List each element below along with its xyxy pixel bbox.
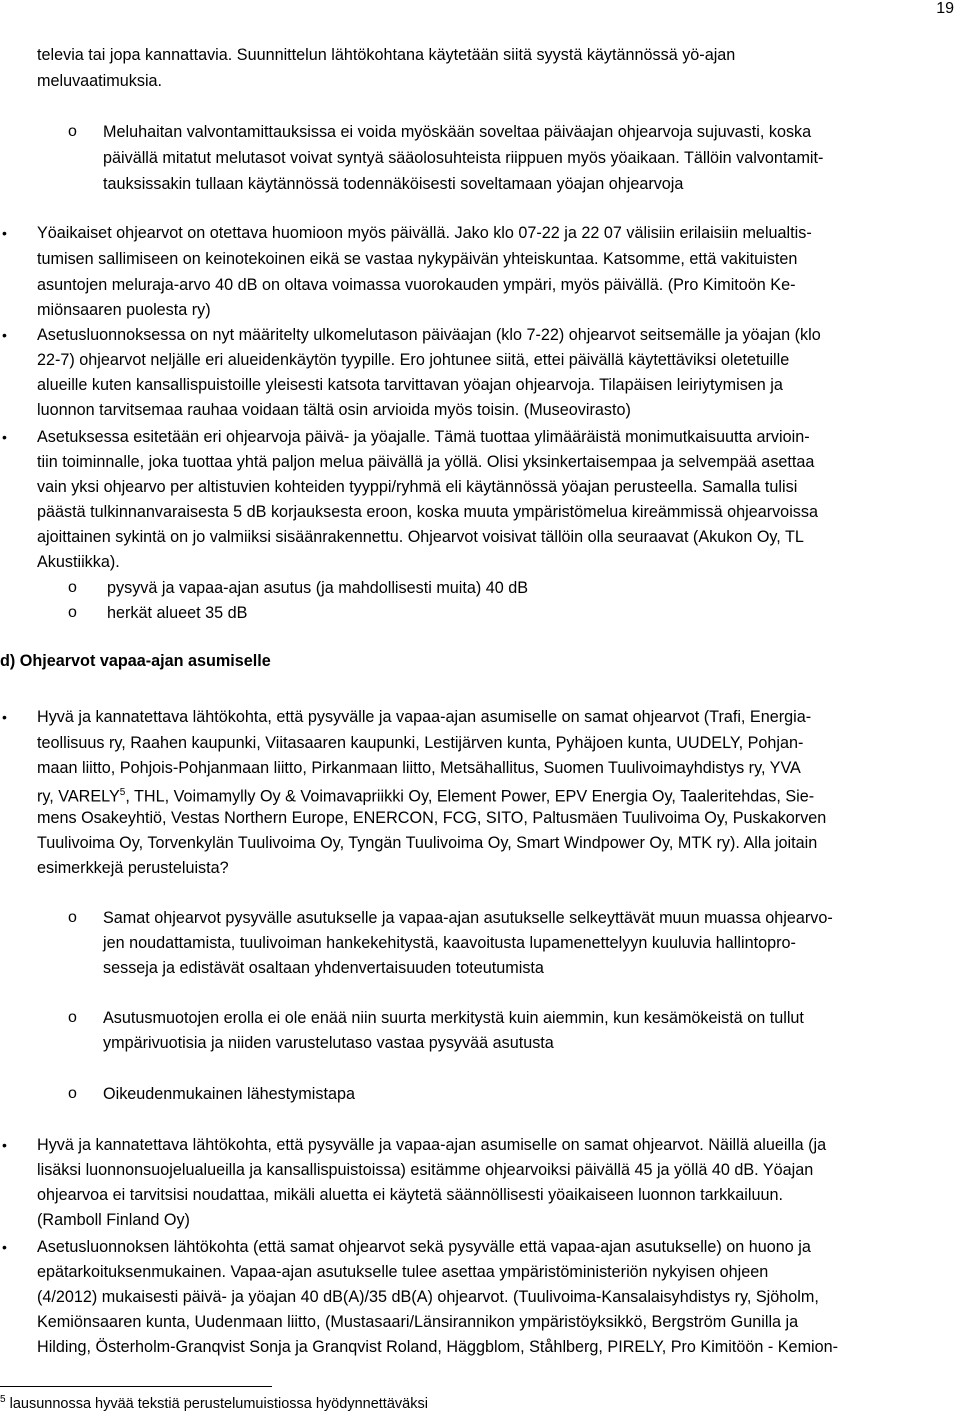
sub-bullet-marker: o bbox=[68, 909, 77, 926]
sub-bullet-marker: o bbox=[68, 604, 77, 621]
text-line: (Ramboll Finland Oy) bbox=[37, 1211, 190, 1229]
text-line: päivällä mitatut melutasot voivat syntyä sääolosuhteista riippuen myös yöaikaan. Tällöin valvontamit- bbox=[103, 149, 824, 167]
text-line: televia tai jopa kannattavia. Suunnittelun lähtökohtana käytetään siitä syystä käytännössä yö-ajan bbox=[37, 46, 736, 64]
text-line: asuntojen meluraja-arvo 40 dB on oltava voimassa vuorokauden ympäri, myös päivällä. (Pro Kimitoön Ke- bbox=[37, 276, 796, 294]
text-line: sesseja ja edistävät osaltaan yhdenvertaisuuden toteutumista bbox=[103, 959, 544, 977]
text-line: ohjearvoa ei tarvitsisi noudattaa, mikäli aluetta ei käytetä säännöllisesti yöaikaiseen luonnon tarkkailuun. bbox=[37, 1186, 783, 1204]
text-line: tiin toiminnalle, joka tuottaa yhtä paljon melua päivällä ja yöllä. Olisi yksinkertaisempaa ja selvempää asettaa bbox=[37, 453, 815, 471]
bullet-marker: • bbox=[2, 225, 7, 241]
text-line: meluvaatimuksia. bbox=[37, 72, 163, 90]
text-line: teollisuus ry, Raahen kaupunki, Viitasaaren kaupunki, Lestijärven kunta, Pyhäjoen kunta, UUDELY, Pohjan- bbox=[37, 734, 804, 752]
text-line: epätarkoituksenmukainen. Vapaa-ajan asutukselle tulee asettaa ympäristöministeriön nykyisen ohjeen bbox=[37, 1263, 769, 1281]
text-line: esimerkkejä perusteluista? bbox=[37, 859, 229, 877]
text-line: tumisen sallimiseen on keinotekoinen eikä se vastaa nykypäivän yhteiskuntaa. Katsomme, että vakituisten bbox=[37, 250, 798, 268]
text-line: (4/2012) mukaisesti päivä- ja yöajan 40 dB(A)/35 dB(A) ohjearvot. (Tuulivoima-Kansalaisyhdistys ry, Sjöholm, bbox=[37, 1288, 819, 1306]
sub-bullet-marker: o bbox=[68, 1085, 77, 1102]
text-line: jen noudattamista, tuulivoiman hankekehitystä, kaavoitusta lupamenettelyyn kuuluvia hallintopro- bbox=[103, 934, 796, 952]
text-line: ajoittainen sykintä on jo valmiiksi sisäänrakennettu. Ohjearvot voisivat tällöin olla seuraavat (Akukon Oy, TL bbox=[37, 528, 804, 546]
text-line: päästä tulkinnanvaraisesta 5 dB korjauksesta eroon, koska muuta ympäristömelua kireämmissä ohjearvoissa bbox=[37, 503, 818, 521]
footnote-number: 5 bbox=[0, 1394, 6, 1405]
text-line: Kemiönsaaren kunta, Uudenmaan liitto, (Mustasaari/Länsirannikon ympäristöyksikkö, Bergström Gunilla ja bbox=[37, 1313, 799, 1331]
text-line: Asetusluonnoksessa on nyt määritelty ulkomelutason päiväajan (klo 7-22) ohjearvot seitsemälle ja yöajan (klo bbox=[37, 326, 821, 344]
text-line: tauksissakin tullaan käytännössä todennäköisesti soveltamaan yöajan ohjearvoja bbox=[103, 175, 684, 193]
text-line: Samat ohjearvot pysyvälle asutukselle ja vapaa-ajan asutukselle selkeyttävät muun muassa ohjearvo- bbox=[103, 909, 833, 927]
text-line: lisäksi luonnonsuojelualueilla ja kansallispuistoissa) esitämme ohjearvoiksi päivällä 45 ja yöllä 40 dB. Yöajan bbox=[37, 1161, 814, 1179]
text-line: Asetuksessa esitetään eri ohjearvoja päivä- ja yöajalle. Tämä tuottaa ylimääräistä monimutkaisuutta arvioin- bbox=[37, 428, 810, 446]
text-line: Tuulivoima Oy, Torvenkylän Tuulivoima Oy, Tyngän Tuulivoima Oy, Smart Windpower Oy, MTK ry). Alla joitain bbox=[37, 834, 818, 852]
text-line: Hyvä ja kannatettava lähtökohta, että pysyvälle ja vapaa-ajan asumiselle on samat ohjearvot (Trafi, Energia- bbox=[37, 708, 812, 726]
bullet-marker: • bbox=[2, 327, 7, 343]
text-line: Akustiikka). bbox=[37, 553, 120, 571]
page-number: 19 bbox=[936, 0, 954, 17]
footnote bbox=[0, 1394, 428, 1412]
footnote-separator bbox=[0, 1386, 272, 1387]
text-line: vain yksi ohjearvo per altistuvien kohteiden tyyppi/ryhmä eli käytännössä yöajan perusteella. Samalla tulisi bbox=[37, 478, 798, 496]
bullet-marker: • bbox=[2, 1239, 7, 1255]
text-line: luonnon tarvitsemaa rauhaa voidaan tältä osin arvioida myös toisin. (Museovirasto) bbox=[37, 401, 631, 419]
text-line: Asutusmuotojen erolla ei ole enää niin suurta merkitystä kuin aiemmin, kun kesämökeistä on tullut bbox=[103, 1009, 804, 1027]
text-line: herkät alueet 35 dB bbox=[107, 604, 248, 622]
text-line: Yöaikaiset ohjearvot on otettava huomioon myös päivällä. Jako klo 07-22 ja 22 07 välisiin erilaisiin melualtis- bbox=[37, 224, 812, 242]
text-line: 22-7) ohjearvot neljälle eri alueidenkäytön tyypille. Ero johtunee siitä, ettei päivällä käytettäviksi oletetuille bbox=[37, 351, 790, 369]
footnote-text: lausunnossa hyvää tekstiä perustelumuistiossa hyödynnettäväksi bbox=[9, 1395, 428, 1412]
text-line: pysyvä ja vapaa-ajan asutus (ja mahdollisesti muita) 40 dB bbox=[107, 579, 529, 597]
text-line bbox=[37, 783, 814, 806]
text-line: ympärivuotisia ja niiden varustelutaso vastaa pysyvää asutusta bbox=[103, 1034, 554, 1052]
footnote-ref: 5 bbox=[119, 787, 126, 798]
section-heading: d) Ohjearvot vapaa-ajan asumiselle bbox=[0, 652, 271, 670]
bullet-marker: • bbox=[2, 1137, 7, 1153]
text-span: ry, VARELY bbox=[37, 787, 120, 806]
bullet-marker: • bbox=[2, 429, 7, 445]
text-line: miönsaaren puolesta ry) bbox=[37, 301, 211, 319]
text-line: Hilding, Österholm-Granqvist Sonja ja Granqvist Roland, Häggblom, Ståhlberg, PIRELY, Pro Kimitöön - Kemion- bbox=[37, 1338, 839, 1356]
sub-bullet-marker: o bbox=[68, 1009, 77, 1026]
text-line: Asetusluonnoksen lähtökohta (että samat ohjearvot sekä pysyvälle että vapaa-ajan asutukselle) on huono ja bbox=[37, 1238, 811, 1256]
bullet-marker: • bbox=[2, 709, 7, 725]
text-line: mens Osakeyhtiö, Vestas Northern Europe, ENERCON, FCG, SITO, Paltusmäen Tuulivoima Oy, Puskakorven bbox=[37, 809, 827, 827]
text-line: maan liitto, Pohjois-Pohjanmaan liitto, Pirkanmaan liitto, Metsähallitus, Suomen Tuulivoimayhdistys ry, YVA bbox=[37, 759, 801, 777]
sub-bullet-marker: o bbox=[68, 579, 77, 596]
text-line: alueille kuten kansallispuistoille yleisesti katsota tarvittavan yöajan ohjearvoja. Tilapäisen leiriytymisen ja bbox=[37, 376, 783, 394]
text-line: Hyvä ja kannatettava lähtökohta, että pysyvälle ja vapaa-ajan asumiselle on samat ohjearvot. Näillä alueilla (ja bbox=[37, 1136, 827, 1154]
text-line: Oikeudenmukainen lähestymistapa bbox=[103, 1085, 355, 1103]
sub-bullet-marker: o bbox=[68, 123, 77, 140]
text-span: , THL, Voimamylly Oy & Voimavapriikki Oy, Element Power, EPV Energia Oy, Taaleritehdas, Sie- bbox=[125, 787, 815, 806]
text-line: Meluhaitan valvontamittauksissa ei voida myöskään soveltaa päiväajan ohjearvoja sujuvasti, koska bbox=[103, 123, 812, 141]
